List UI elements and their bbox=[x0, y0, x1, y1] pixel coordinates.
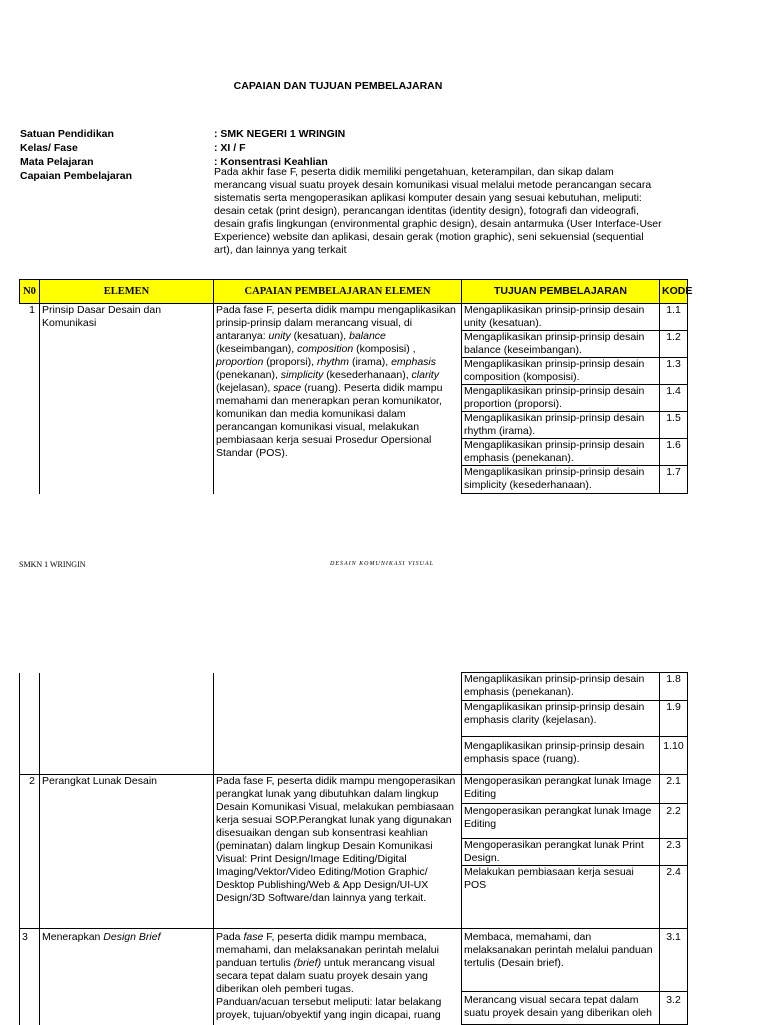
header-elemen: ELEMEN bbox=[40, 280, 214, 304]
kode-cell: 1.4 bbox=[660, 385, 688, 412]
meta-label-mapel: Mata Pelajaran bbox=[20, 156, 94, 168]
kode-cell: 1.7 bbox=[660, 466, 688, 494]
tujuan-cell: Mengaplikasikan prinsip-prinsip desain emphasis (penekanan). bbox=[462, 439, 660, 466]
tujuan-cell: Mengaplikasikan prinsip-prinsip desain rhythm (irama). bbox=[462, 412, 660, 439]
meta-label-satuan: Satuan Pendidikan bbox=[20, 128, 114, 140]
header-capaian: CAPAIAN PEMBELAJARAN ELEMEN bbox=[214, 280, 462, 304]
footer-program: DESAIN KOMUNIKASI VISUAL bbox=[330, 561, 434, 567]
row-no-empty bbox=[20, 673, 40, 775]
row-capaian: Pada fase F, peserta didik mampu membaca, memahami, dan melaksanakan perintah melalui panduan tertulis (brief) untuk merancang visual secara tepat dalam suatu proyek desain yang diberikan oleh pemberi tugas. Panduan/acuan tersebut meliputi: latar belakang proyek, tujuan/obyektif yang ingin dicapai, ruang bbox=[214, 929, 462, 1025]
row-elemen: Perangkat Lunak Desain bbox=[40, 775, 214, 929]
header-tujuan: TUJUAN PEMBELAJARAN bbox=[462, 280, 660, 304]
table-row bbox=[20, 304, 688, 331]
kode-cell: 1.3 bbox=[660, 358, 688, 385]
header-no: N0 bbox=[20, 280, 40, 304]
capaian-pembelajaran-text: Pada akhir fase F, peserta didik memiliki pengetahuan, keterampilan, dan sikap dalam merancang visual suatu proyek desain komunikasi visual melalui metode perancangan secara sistematis serta mengoperasikan aplikasi komputer desain yang sesuai kebutuhan, meliputi: desain cetak (print design), perancangan identitas (identity design), fotografi dan videografi, desain grafis lingkungan (environmental graphic design), desain antarmuka (User Interface-User Experience) website dan aplikasi, desain gerak (motion graphic), seni sekuensial (sequential art), dan lainnya yang terkait bbox=[214, 166, 662, 256]
header-kode: KODE bbox=[660, 280, 688, 304]
meta-label-kelas: Kelas/ Fase bbox=[20, 142, 78, 154]
tujuan-cell: Melakukan pembiasaan kerja sesuai POS bbox=[462, 866, 660, 929]
table-row bbox=[20, 775, 688, 804]
meta-value-kelas: : XI / F bbox=[214, 142, 246, 154]
table-row bbox=[20, 673, 688, 701]
kode-cell: 1.8 bbox=[660, 673, 688, 701]
tujuan-cell: Mengaplikasikan prinsip-prinsip desain emphasis (penekanan). bbox=[462, 673, 660, 701]
row-elemen-empty bbox=[40, 673, 214, 775]
learning-table-continued bbox=[19, 672, 688, 1025]
learning-table bbox=[19, 279, 693, 494]
kode-cell: 3.2 bbox=[660, 992, 688, 1025]
tujuan-cell: Mengaplikasikan prinsip-prinsip desain emphasis space (ruang). bbox=[462, 737, 660, 775]
tujuan-cell: Mengaplikasikan prinsip-prinsip desain proportion (proporsi). bbox=[462, 385, 660, 412]
meta-value-satuan: : SMK NEGERI 1 WRINGIN bbox=[214, 128, 346, 140]
tujuan-cell: Mengaplikasikan prinsip-prinsip desain simplicity (kesederhanaan). bbox=[462, 466, 660, 494]
kode-cell: 2.3 bbox=[660, 839, 688, 866]
kode-cell: 2.1 bbox=[660, 775, 688, 804]
tujuan-cell: Membaca, memahami, dan melaksanakan perintah melalui panduan tertulis (Desain brief). bbox=[462, 929, 660, 992]
tujuan-cell: Mengoperasikan perangkat lunak Print Design. bbox=[462, 839, 660, 866]
kode-cell: 1.2 bbox=[660, 331, 688, 358]
kode-cell: 3.1 bbox=[660, 929, 688, 992]
kode-cell: 1.6 bbox=[660, 439, 688, 466]
tujuan-cell: Mengaplikasikan prinsip-prinsip desain composition (komposisi). bbox=[462, 358, 660, 385]
tujuan-cell: Mengaplikasikan prinsip-prinsip desain emphasis clarity (kejelasan). bbox=[462, 701, 660, 737]
row-capaian: Pada fase F, peserta didik mampu mengoperasikan perangkat lunak yang dibutuhkan dalam lingkup Desain Komunikasi Visual, melakukan pembiasaan kerja sesuai SOP.Perangkat lunak yang digunakan disesuaikan dengan sub konsentrasi keahlian (peminatan) dalam lingkup Desain Komunikasi Visual: Print Design/Image Editing/Digital Imaging/Vektor/Video Editing/Motion Graphic/ Desktop Publishing/Web & App Design/UI-UX Design/3D Software/dan lainnya yang terkait. bbox=[214, 775, 462, 929]
row-no: 3 bbox=[20, 929, 40, 1025]
tujuan-cell: Merancang visual secara tepat dalam suatu proyek desain yang diberikan oleh bbox=[462, 992, 660, 1025]
kode-cell: 2.2 bbox=[660, 804, 688, 839]
kode-cell: 1.5 bbox=[660, 412, 688, 439]
tujuan-cell: Mengaplikasikan prinsip-prinsip desain unity (kesatuan). bbox=[462, 304, 660, 331]
kode-cell: 1.1 bbox=[660, 304, 688, 331]
row-elemen: Prinsip Dasar Desain dan Komunikasi bbox=[40, 304, 214, 494]
row-elemen: Menerapkan Design Brief bbox=[40, 929, 214, 1025]
row-no: 1 bbox=[20, 304, 40, 494]
meta-label-capaian: Capaian Pembelajaran bbox=[20, 170, 133, 182]
row-capaian: Pada fase F, peserta didik mampu mengaplikasikan prinsip-prinsip dalam merancang visual, di antaranya: unity (kesatuan), balance (keseimbangan), composition (komposisi) , proportion (proporsi), rhythm (irama), emphasis (penekanan), simplicity (kesederhanaan), clarity (kejelasan), space (ruang). Peserta didik mampu memahami dan menerapkan peran komunikator, komunikan dan media komunikasi dalam perancangan komunikasi visual, melakukan pembiasaan kerja sesuai Prosedur Opersional Standar (POS). bbox=[214, 304, 462, 494]
tujuan-cell: Mengoperasikan perangkat lunak Image Editing bbox=[462, 804, 660, 839]
document-title: CAPAIAN DAN TUJUAN PEMBELAJARAN bbox=[233, 80, 443, 92]
row-capaian-empty bbox=[214, 673, 462, 775]
tujuan-cell: Mengaplikasikan prinsip-prinsip desain balance (keseimbangan). bbox=[462, 331, 660, 358]
row-no: 2 bbox=[20, 775, 40, 929]
tujuan-cell: Mengoperasikan perangkat lunak Image Editing bbox=[462, 775, 660, 804]
table-row bbox=[20, 929, 688, 992]
kode-cell: 1.10 bbox=[660, 737, 688, 775]
footer-school: SMKN 1 WRINGIN bbox=[19, 560, 86, 569]
meta-value-mapel: : Konsentrasi Keahlian bbox=[214, 156, 328, 168]
table-header bbox=[20, 280, 688, 304]
kode-cell: 1.9 bbox=[660, 701, 688, 737]
kode-cell: 2.4 bbox=[660, 866, 688, 929]
